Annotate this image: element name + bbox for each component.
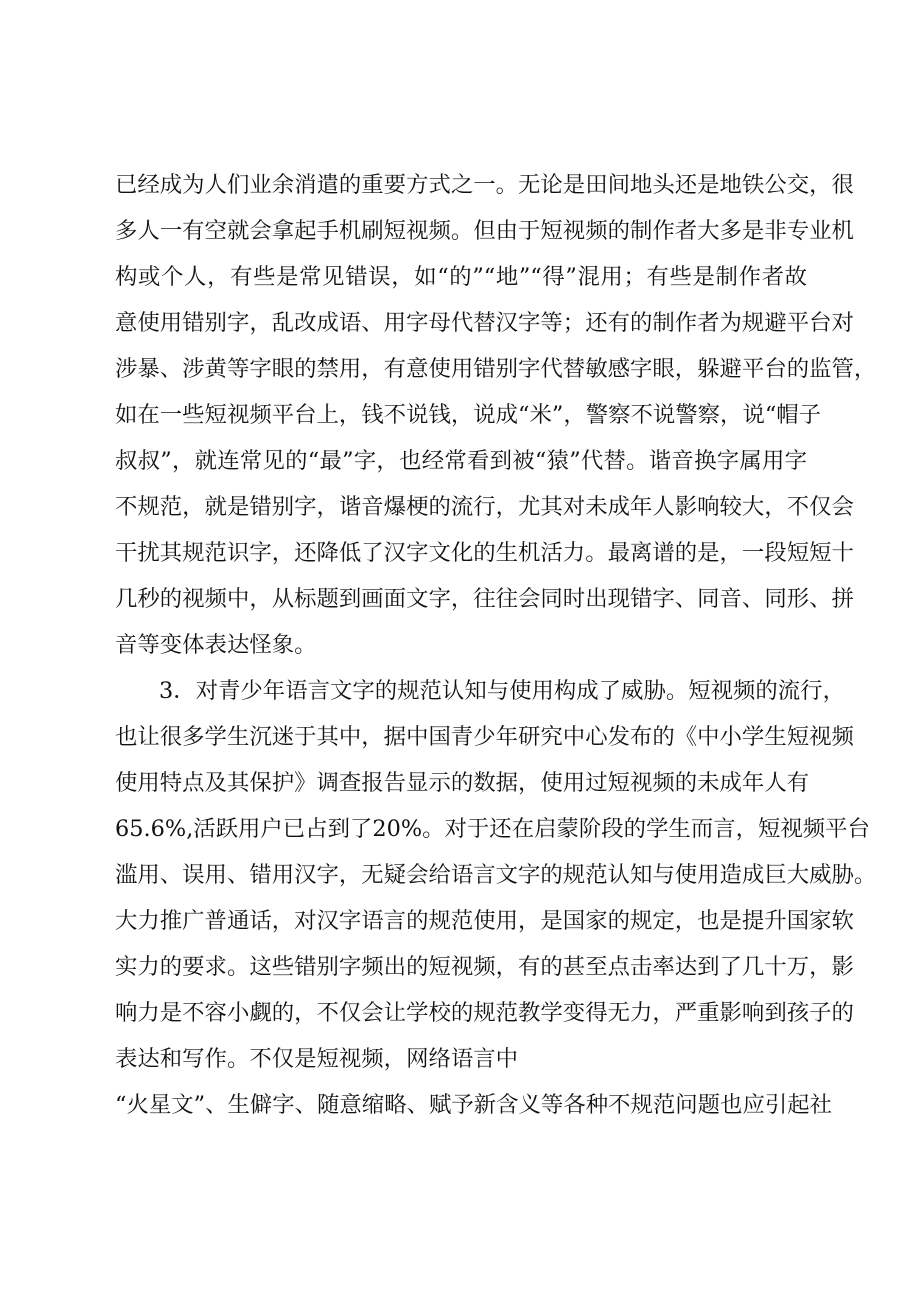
paragraph-1-line-3: 构或个人，有些是常见错误，如“的”“地”“得”混用；有些是制作者故 — [115, 264, 807, 290]
paragraph-2-line-1: 3．对青少年语言文字的规范认知与使用构成了威胁。短视频的流行， — [159, 678, 845, 704]
paragraph-1-line-10: 几秒的视频中，从标题到画面文字，往往会同时出现错字、同音、同形、拼 — [115, 586, 854, 612]
paragraph-2-line-2: 也让很多学生沉迷于其中，据中国青少年研究中心发布的《中小学生短视频 — [115, 724, 854, 750]
paragraph-2-line-6: 大力推广普通话，对汉字语言的规范使用，是国家的规定，也是提升国家软 — [115, 908, 854, 934]
paragraph-1-line-7: 叔叔”，就连常见的“最”字，也经常看到被“猿”代替。谐音换字属用字 — [115, 448, 807, 474]
paragraph-1-line-1: 已经成为人们业余消遣的重要方式之一。无论是田间地头还是地铁公交，很 — [115, 172, 854, 198]
paragraph-1-line-11: 音等变体表达怪象。 — [115, 632, 317, 658]
paragraph-2-line-4: 65.6%,活跃用户已占到了20%。对于还在启蒙阶段的学生而言，短视频平台 — [115, 816, 870, 842]
paragraph-1-line-6: 如在一些短视频平台上，钱不说钱，说成“米”，警察不说警察，说“帽子 — [115, 402, 822, 428]
paragraph-2-line-7: 实力的要求。这些错别字频出的短视频，有的甚至点击率达到了几十万，影 — [115, 954, 854, 980]
paragraph-1-line-9: 干扰其规范识字，还降低了汉字文化的生机活力。最离谱的是，一段短短十 — [115, 540, 854, 566]
paragraph-2-line-8: 响力是不容小觑的，不仅会让学校的规范教学变得无力，严重影响到孩子的 — [115, 1000, 854, 1026]
paragraph-1-line-4: 意使用错别字，乱改成语、用字母代替汉字等；还有的制作者为规避平台对 — [115, 310, 854, 336]
paragraph-3-line-1: “火星文”、生僻字、随意缩略、赋予新含义等各种不规范问题也应引起社 — [115, 1092, 833, 1118]
paragraph-2-line-5: 滥用、误用、错用汉字，无疑会给语言文字的规范认知与使用造成巨大威胁。 — [115, 862, 877, 888]
paragraph-2-line-3: 使用特点及其保护》调查报告显示的数据，使用过短视频的未成年人有 — [115, 770, 810, 796]
paragraph-2-line-9: 表达和写作。不仅是短视频，网络语言中 — [115, 1046, 519, 1072]
paragraph-1-line-2: 多人一有空就会拿起手机刷短视频。但由于短视频的制作者大多是非专业机 — [115, 218, 854, 244]
paragraph-1-line-5: 涉暴、涉黄等字眼的禁用，有意使用错别字代替敏感字眼，躲避平台的监管， — [115, 356, 877, 382]
paragraph-1-line-8: 不规范，就是错别字，谐音爆梗的流行，尤其对未成年人影响较大，不仅会 — [115, 494, 854, 520]
